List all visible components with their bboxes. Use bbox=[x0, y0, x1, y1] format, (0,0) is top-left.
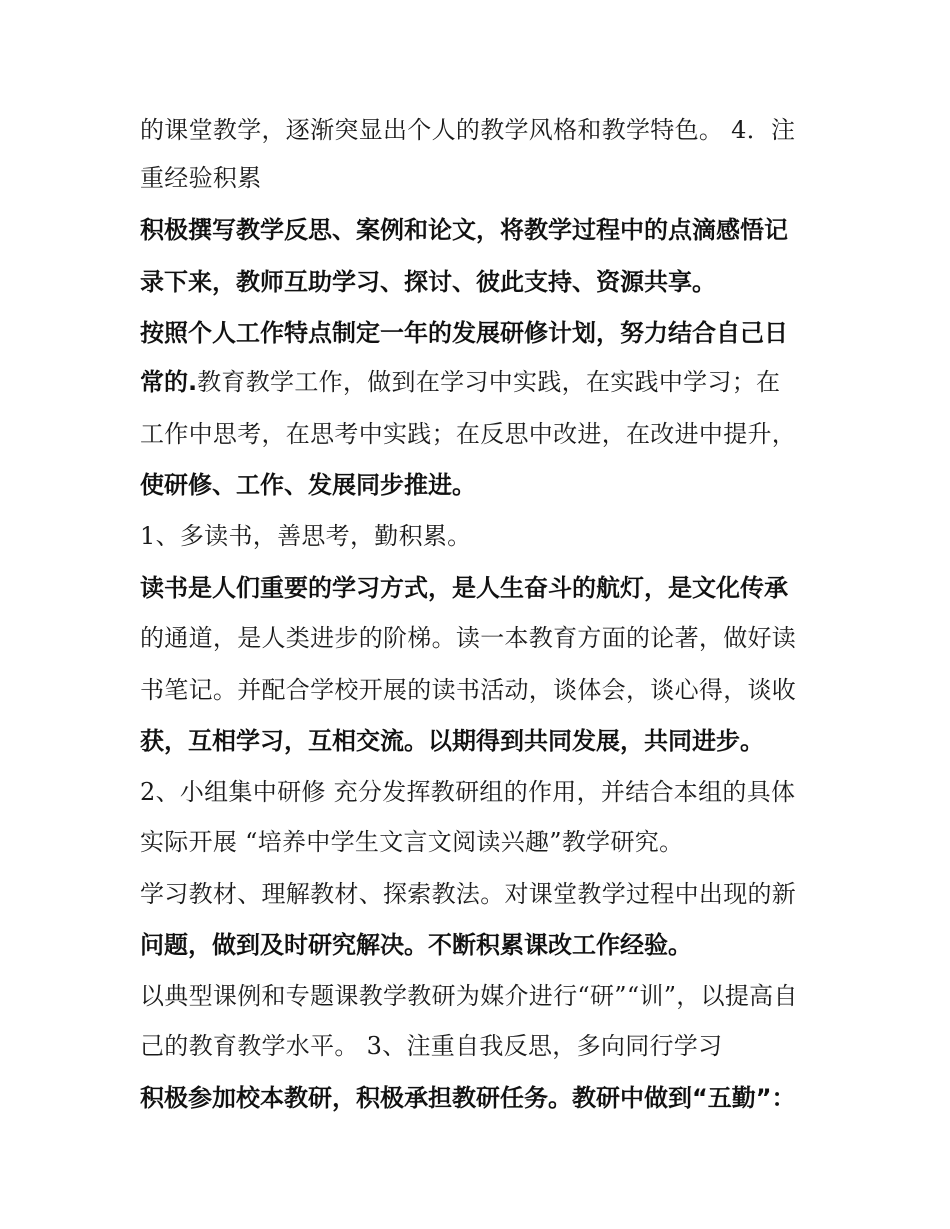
text-line: 问题，做到及时研究解决。不断积累课改工作经验。 bbox=[140, 931, 692, 959]
text-line: 积极参加校本教研，积极承担教研任务。教研中做到“五勤”： bbox=[140, 1084, 796, 1112]
text-line: 使研修、工作、发展同步推进。 bbox=[140, 471, 476, 499]
text-line-mixed bbox=[140, 364, 830, 400]
text-line: 重经验积累 bbox=[140, 164, 262, 192]
text-segment: 常的. bbox=[140, 368, 198, 396]
text-line: 以典型课例和专题课教学教研为媒介进行“研”“训”，以提高自 bbox=[140, 982, 798, 1010]
text-line: 按照个人工作特点制定一年的发展研修计划，努力结合自己日 bbox=[140, 319, 788, 347]
text-line: 读书是人们重要的学习方式，是人生奋斗的航灯，是文化传承 bbox=[140, 574, 788, 602]
text-line: 积极撰写教学反思、案例和论文，将教学过程中的点滴感悟记 bbox=[140, 216, 788, 244]
text-line: 己的教育教学水平。 3、注重自我反思，多向同行学习 bbox=[140, 1032, 723, 1060]
text-line: 录下来，教师互助学习、探讨、彼此支持、资源共享。 bbox=[140, 268, 716, 296]
text-segment: 教育教学工作，做到在学习中实践，在实践中学习；在 bbox=[197, 368, 781, 396]
text-line: 获，互相学习，互相交流。以期得到共同发展，共同进步。 bbox=[140, 727, 764, 755]
text-line: 的通道，是人类进步的阶梯。读一本教育方面的论著，做好读 bbox=[140, 624, 797, 652]
text-line: 实际开展 “培养中学生文言文阅读兴趣”教学研究。 bbox=[140, 828, 684, 856]
text-line: 2、小组集中研修 充分发挥教研组的作用，并结合本组的具体 bbox=[140, 778, 796, 806]
text-line: 1、多读书，善思考，勤积累。 bbox=[140, 522, 472, 550]
text-line: 的课堂教学，逐渐突显出个人的教学风格和教学特色。 4．注 bbox=[140, 116, 796, 144]
text-line: 学习教材、理解教材、探索教法。对课堂教学过程中出现的新 bbox=[140, 880, 797, 908]
text-line: 书笔记。并配合学校开展的读书活动，谈体会，谈心得，谈收 bbox=[140, 676, 797, 704]
text-line: 工作中思考，在思考中实践；在反思中改进，在改进中提升， bbox=[140, 420, 797, 448]
